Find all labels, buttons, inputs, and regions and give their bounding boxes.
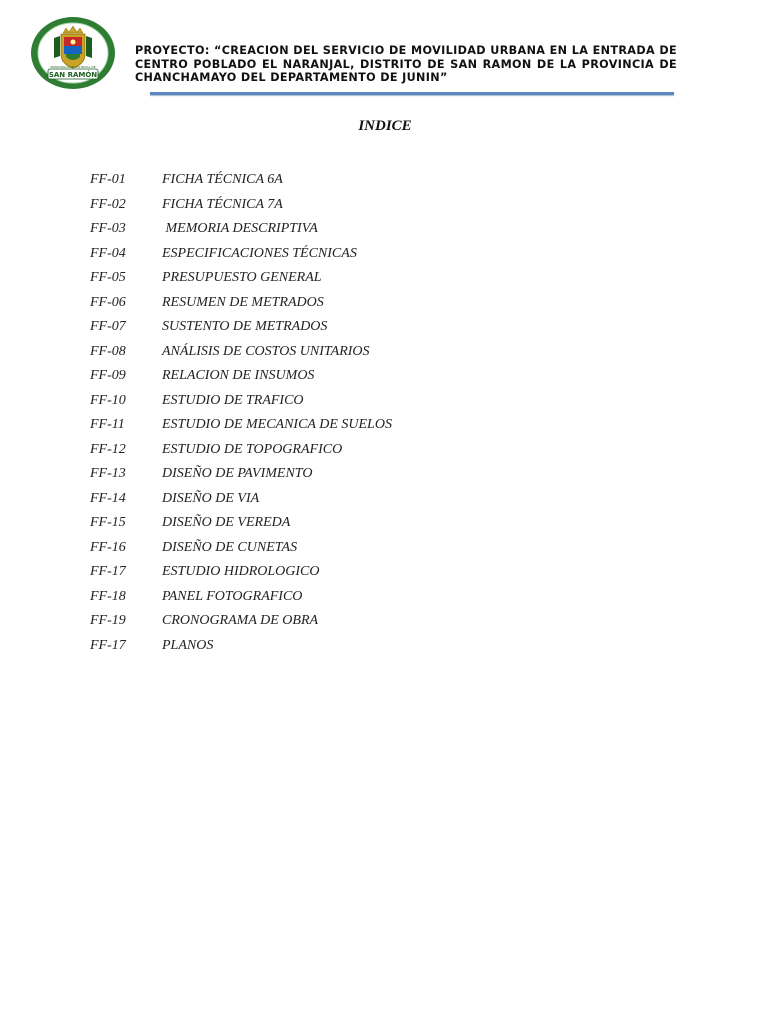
index-item (90, 462, 392, 487)
index-item-code: FF-12 (90, 441, 126, 457)
index-item-title: DISEÑO DE VEREDA (162, 515, 291, 531)
index-item-title: DISEÑO DE CUNETAS (162, 539, 298, 555)
index-item-title: CRONOGRAMA DE OBRA (162, 613, 319, 629)
index-item (90, 168, 392, 193)
index-heading: INDICE (358, 118, 412, 134)
index-item (90, 364, 392, 389)
index-item-code: FF-14 (90, 490, 126, 506)
index-item-code: FF-15 (90, 515, 126, 531)
index-item-code: FF-09 (90, 368, 126, 384)
index-item-code: FF-07 (90, 319, 126, 335)
index-item (90, 487, 392, 512)
index-item-code: FF-10 (90, 392, 126, 408)
index-item-code: FF-13 (90, 466, 126, 482)
index-item-title: ESTUDIO DE TRAFICO (162, 392, 304, 408)
index-item (90, 389, 392, 414)
index-item-code: FF-11 (90, 417, 125, 433)
index-item-code: FF-18 (90, 588, 126, 604)
index-item-code: FF-04 (90, 245, 126, 261)
index-item (90, 291, 392, 316)
index-item-title: PANEL FOTOGRAFICO (162, 588, 303, 604)
header-divider (150, 92, 674, 95)
index-item (90, 438, 392, 463)
index-item-code: FF-05 (90, 270, 126, 286)
index-item (90, 609, 392, 634)
index-item-code: FF-16 (90, 539, 126, 555)
index-item-code: FF-06 (90, 294, 126, 310)
index-item (90, 634, 392, 659)
index-item-title: FICHA TÉCNICA 7A (162, 196, 283, 212)
index-item-title: FICHA TÉCNICA 6A (162, 172, 283, 188)
index-item-code: FF-01 (90, 172, 126, 188)
index-item-title: PRESUPUESTO GENERAL (162, 270, 322, 286)
index-item-code: FF-19 (90, 613, 126, 629)
index-item-title: DISEÑO DE PAVIMENTO (162, 466, 313, 482)
index-item (90, 242, 392, 267)
municipal-logo (30, 16, 116, 90)
index-item-title: SUSTENTO DE METRADOS (162, 319, 328, 335)
index-item-title: RELACION DE INSUMOS (162, 368, 315, 384)
index-item-title: ANÁLISIS DE COSTOS UNITARIOS (162, 343, 370, 359)
index-item (90, 266, 392, 291)
index-item (90, 560, 392, 585)
logo-small-text: MUNICIPALIDAD DISTRITAL DE (50, 65, 96, 69)
index-item (90, 536, 392, 561)
index-item-title: ESTUDIO HIDROLOGICO (162, 564, 320, 580)
index-item-title: DISEÑO DE VIA (162, 490, 260, 506)
index-list (90, 168, 392, 658)
index-item (90, 413, 392, 438)
index-item (90, 217, 392, 242)
index-item-title: MEMORIA DESCRIPTIVA (162, 221, 318, 237)
index-item-title: ESTUDIO DE TOPOGRAFICO (162, 441, 343, 457)
municipal-seal-icon (30, 16, 116, 90)
index-item-code: FF-02 (90, 196, 126, 212)
index-item (90, 315, 392, 340)
index-item (90, 340, 392, 365)
project-title: PROYECTO: “CREACION DEL SERVICIO DE MOVILIDAD URBANA EN LA ENTRADA DE CENTRO POBLADO EL NARANJAL, DISTRITO DE SAN RAMON DE LA PROVINCIA DE CHANCHAMAYO DEL DEPARTAMENTO DE JUNIN” (135, 44, 677, 85)
index-item-title: ESPECIFICACIONES TÉCNICAS (162, 245, 357, 261)
index-item (90, 585, 392, 610)
index-item-code: FF-17 (90, 637, 126, 653)
index-item (90, 511, 392, 536)
index-item-code: FF-08 (90, 343, 126, 359)
index-item-code: FF-17 (90, 564, 126, 580)
index-item-title: ESTUDIO DE MECANICA DE SUELOS (162, 417, 392, 433)
index-item-title: PLANOS (162, 637, 214, 653)
index-item-code: FF-03 (90, 221, 126, 237)
logo-text: SAN RAMÓN (48, 71, 98, 79)
index-item-title: RESUMEN DE METRADOS (162, 294, 324, 310)
index-item (90, 193, 392, 218)
